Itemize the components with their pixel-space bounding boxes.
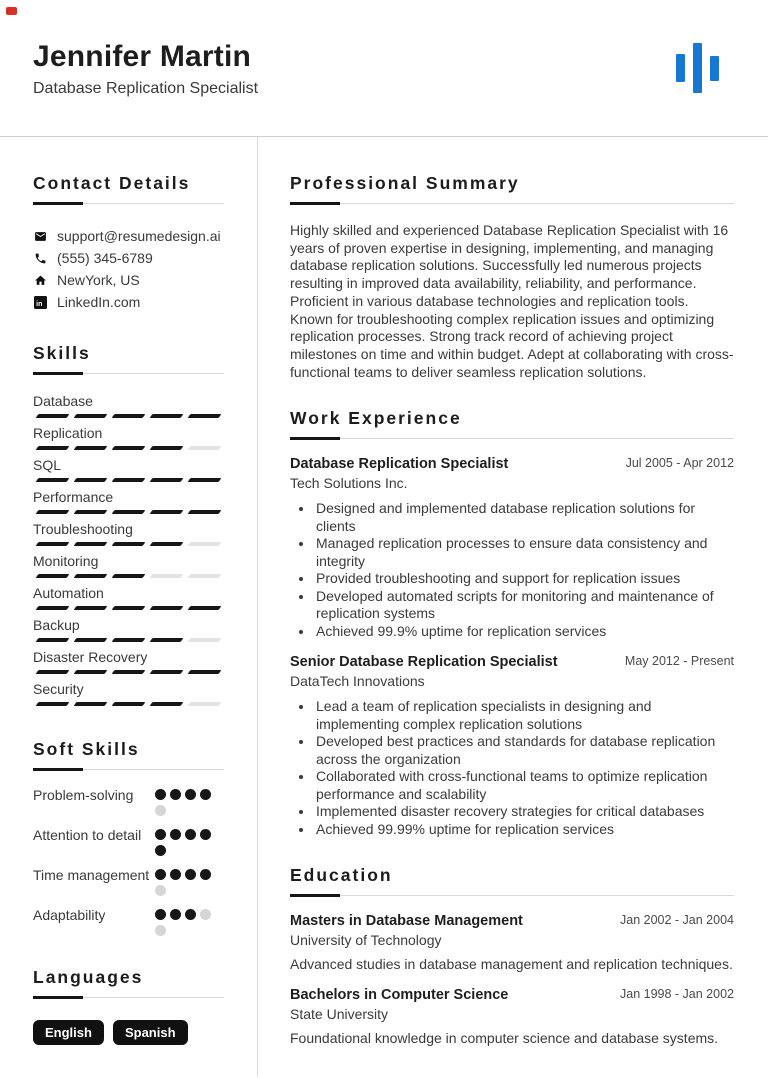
logo-bar (676, 54, 685, 82)
skill-bar-segment (112, 606, 146, 610)
two-column-body (0, 137, 768, 1077)
header-text (33, 40, 258, 98)
job-bullet: • Provided troubleshooting and support for replication issues (314, 570, 734, 588)
job-bullet-list (290, 500, 734, 640)
skill-bar-segment (112, 478, 146, 482)
section-rule (33, 996, 224, 999)
soft-skill-dots (155, 867, 219, 901)
education-entries (290, 912, 734, 1047)
language-pill: Spanish (113, 1020, 188, 1045)
three-bars-logo-icon (676, 42, 719, 94)
skills-list (33, 393, 224, 706)
education-heading: Education (290, 865, 393, 886)
phone-icon (33, 251, 47, 265)
svg-text:in: in (35, 300, 42, 308)
section-rule (33, 202, 224, 205)
language-pill: English (33, 1020, 104, 1045)
soft-skill-dot (185, 789, 196, 800)
skill-bar-segment (74, 574, 108, 578)
skill-item (33, 393, 224, 418)
job-entry (290, 455, 734, 640)
skill-bar-segment (188, 542, 222, 546)
skill-bar-segment (188, 414, 222, 418)
soft-skill-dot (155, 845, 166, 856)
summary-text: Highly skilled and experienced Database Replication Specialist with 16 years of proven expertise in designing, implementing, and managing database replication solutions. Successfully led numerous projects resulting in improved data availability, reliability, and performance. Proficient in various database technologies and replication tools. Known for troubleshooting complex replication issues and optimizing replication processes. Strong track record of achieving project milestones on time and within budget. Adept at collaborating with cross-functional teams to deliver seamless replication solutions. (290, 222, 734, 380)
job-bullet: • Designed and implemented database replication solutions for clients (314, 500, 734, 535)
skill-item (33, 681, 224, 706)
job-bullet: • Achieved 99.9% uptime for replication services (314, 623, 734, 641)
job-bullet: • Lead a team of replication specialists in designing and implementing complex replication solutions (314, 698, 734, 733)
skill-label: Troubleshooting (33, 521, 133, 537)
contact-item (33, 247, 224, 269)
skill-item (33, 617, 224, 642)
soft-skill-item (33, 787, 224, 821)
skill-item (33, 521, 224, 546)
summary-heading: Professional Summary (290, 173, 520, 193)
skill-bar-segment (112, 446, 146, 450)
job-company: Tech Solutions Inc. (290, 475, 408, 492)
job-entry (290, 653, 734, 838)
soft-skill-dot (170, 909, 181, 920)
education-description: Advanced studies in database management and replication techniques. (290, 956, 733, 973)
skill-bar (33, 574, 224, 578)
skill-bar-segment (150, 574, 184, 578)
contact-heading: Contact Details (33, 173, 191, 193)
job-bullet: • Collaborated with cross-functional teams to optimize replication performance and scalability (314, 768, 734, 803)
soft-skill-dot (170, 829, 181, 840)
soft-skill-item (33, 907, 224, 941)
school-name: University of Technology (290, 932, 442, 949)
skill-item (33, 489, 224, 514)
education-dates: Jan 1998 - Jan 2002 (620, 986, 734, 1001)
soft-skill-dot (185, 829, 196, 840)
education-entry (290, 912, 734, 974)
skill-bar-segment (150, 670, 184, 674)
degree-title: Masters in Database Management (290, 913, 523, 930)
job-entry-head (290, 455, 734, 473)
skill-bar-segment (112, 702, 146, 706)
languages-heading: Languages (33, 967, 144, 987)
skill-bar (33, 638, 224, 642)
skill-label: Performance (33, 489, 114, 505)
soft-skill-dots (155, 907, 219, 941)
summary-section (290, 173, 734, 381)
languages-list (33, 1020, 224, 1045)
job-bullet: • Managed replication processes to ensure data consistency and integrity (314, 535, 734, 570)
skill-bar-segment (112, 638, 146, 642)
languages-section (33, 967, 224, 1045)
section-rule (290, 894, 734, 897)
contact-item (33, 291, 224, 313)
school-name: State University (290, 1005, 389, 1022)
skill-item (33, 649, 224, 674)
skill-bar-segment (74, 510, 108, 514)
skill-bar-segment (36, 606, 70, 610)
contact-text: support@resumedesign.ai (57, 228, 221, 244)
section-rule (33, 372, 224, 375)
skill-item (33, 585, 224, 610)
skill-bar-segment (74, 542, 108, 546)
skill-bar (33, 414, 224, 418)
skill-bar-segment (150, 702, 184, 706)
skill-bar-segment (74, 670, 108, 674)
logo-bar (710, 56, 719, 81)
job-bullet-list (290, 698, 734, 838)
skill-bar-segment (150, 542, 184, 546)
soft-skill-dot (155, 909, 166, 920)
soft-skill-label: Adaptability (33, 907, 106, 923)
education-description: Foundational knowledge in computer science and database systems. (290, 1029, 719, 1046)
skill-bar-segment (150, 510, 184, 514)
skill-label: Monitoring (33, 553, 99, 569)
soft-skill-label: Attention to detail (33, 827, 142, 843)
experience-section (290, 408, 734, 838)
job-bullet: • Developed best practices and standards for database replication across the organization (314, 733, 734, 768)
soft-skill-item (33, 827, 224, 861)
contact-section (33, 173, 224, 313)
soft-skill-dot (200, 909, 211, 920)
soft-skill-dot (170, 869, 181, 880)
home-icon (33, 273, 47, 287)
skill-bar-segment (36, 702, 70, 706)
contact-text: NewYork, US (57, 272, 140, 288)
skill-bar-segment (36, 446, 70, 450)
candidate-name: Jennifer Martin (33, 40, 252, 73)
job-title: Senior Database Replication Specialist (290, 654, 558, 671)
skill-bar-segment (188, 478, 222, 482)
skill-bar (33, 670, 224, 674)
skill-item (33, 553, 224, 578)
candidate-job-title: Database Replication Specialist (33, 80, 259, 97)
skill-bar-segment (36, 670, 70, 674)
skill-bar (33, 446, 224, 450)
soft-skill-item (33, 867, 224, 901)
soft-skill-dot (200, 789, 211, 800)
skill-bar-segment (112, 574, 146, 578)
skill-bar-segment (188, 670, 222, 674)
soft-skill-dot (200, 869, 211, 880)
skill-item (33, 425, 224, 450)
soft-skills-heading: Soft Skills (33, 739, 140, 759)
skill-bar-segment (188, 574, 222, 578)
skill-bar-segment (74, 414, 108, 418)
skill-bar-segment (74, 638, 108, 642)
header (0, 0, 768, 137)
experience-heading: Work Experience (290, 408, 462, 429)
skill-label: Backup (33, 617, 80, 633)
skill-bar-segment (150, 446, 184, 450)
skill-item (33, 457, 224, 482)
skill-bar-segment (188, 638, 222, 642)
skill-bar-segment (150, 414, 184, 418)
skill-bar-segment (36, 414, 70, 418)
skill-bar (33, 510, 224, 514)
soft-skill-label: Time management (33, 867, 150, 883)
skill-label: Automation (33, 585, 104, 601)
soft-skill-dot (170, 789, 181, 800)
skill-bar (33, 542, 224, 546)
skill-bar-segment (74, 478, 108, 482)
skill-label: Security (33, 681, 84, 697)
skill-bar-segment (36, 510, 70, 514)
job-title: Database Replication Specialist (290, 456, 509, 473)
soft-skill-dots (155, 787, 219, 821)
skill-label: Replication (33, 425, 103, 441)
job-entries (290, 455, 734, 838)
skill-bar-segment (74, 606, 108, 610)
skill-bar-segment (150, 606, 184, 610)
skill-bar-segment (112, 670, 146, 674)
skill-bar-segment (188, 446, 222, 450)
education-entry (290, 986, 734, 1048)
job-entry-head (290, 653, 734, 671)
skill-bar (33, 478, 224, 482)
soft-skills-section (33, 739, 224, 941)
skill-label: Disaster Recovery (33, 649, 148, 665)
skill-bar (33, 606, 224, 610)
section-rule (290, 437, 734, 440)
skill-label: SQL (33, 457, 62, 473)
skill-bar-segment (36, 542, 70, 546)
job-dates: May 2012 - Present (624, 654, 734, 669)
job-bullet: • Implemented disaster recovery strategies for critical databases (314, 803, 734, 821)
logo-bar (693, 43, 702, 93)
skill-bar-segment (112, 414, 146, 418)
soft-skill-dot (155, 869, 166, 880)
mail-icon (33, 229, 47, 243)
education-section (290, 865, 734, 1047)
skill-bar-segment (112, 542, 146, 546)
skill-bar-segment (150, 638, 184, 642)
skill-bar-segment (74, 702, 108, 706)
soft-skill-dot (185, 869, 196, 880)
linkedin-icon (33, 295, 47, 309)
section-rule (33, 768, 224, 771)
soft-skill-dot (155, 925, 166, 936)
soft-skill-dot (155, 805, 166, 816)
skill-bar-segment (150, 478, 184, 482)
skill-bar-segment (36, 574, 70, 578)
sidebar (0, 137, 258, 1077)
soft-skill-dot (200, 829, 211, 840)
contact-list (33, 225, 224, 313)
education-entry-head (290, 986, 734, 1004)
education-dates: Jan 2002 - Jan 2004 (620, 913, 734, 928)
corner-red-mark (6, 7, 17, 15)
skill-label: Database (33, 393, 93, 409)
contact-text: (555) 345-6789 (57, 250, 153, 266)
contact-item (33, 225, 224, 247)
soft-skill-label: Problem-solving (33, 787, 134, 803)
job-bullet: • Developed automated scripts for monitoring and maintenance of replication systems (314, 588, 734, 623)
skill-bar-segment (36, 478, 70, 482)
soft-skill-dot (155, 829, 166, 840)
skill-bar-segment (74, 446, 108, 450)
skill-bar-segment (36, 638, 70, 642)
skill-bar-segment (188, 702, 222, 706)
skill-bar-segment (112, 510, 146, 514)
skill-bar (33, 702, 224, 706)
skill-bar-segment (188, 606, 222, 610)
skills-heading: Skills (33, 343, 91, 363)
job-company: DataTech Innovations (290, 673, 425, 690)
education-entry-head (290, 912, 734, 930)
skill-bar-segment (188, 510, 222, 514)
contact-text: LinkedIn.com (57, 294, 141, 310)
job-bullet: • Achieved 99.99% uptime for replication services (314, 821, 734, 839)
soft-skill-dots (155, 827, 219, 861)
soft-skill-dot (185, 909, 196, 920)
section-rule (290, 202, 734, 205)
job-dates: Jul 2005 - Apr 2012 (625, 456, 734, 471)
contact-item (33, 269, 224, 291)
skills-section (33, 343, 224, 706)
soft-skills-list (33, 787, 224, 941)
soft-skill-dot (155, 885, 166, 896)
main-column (258, 137, 768, 1077)
degree-title: Bachelors in Computer Science (290, 986, 509, 1003)
soft-skill-dot (155, 789, 166, 800)
